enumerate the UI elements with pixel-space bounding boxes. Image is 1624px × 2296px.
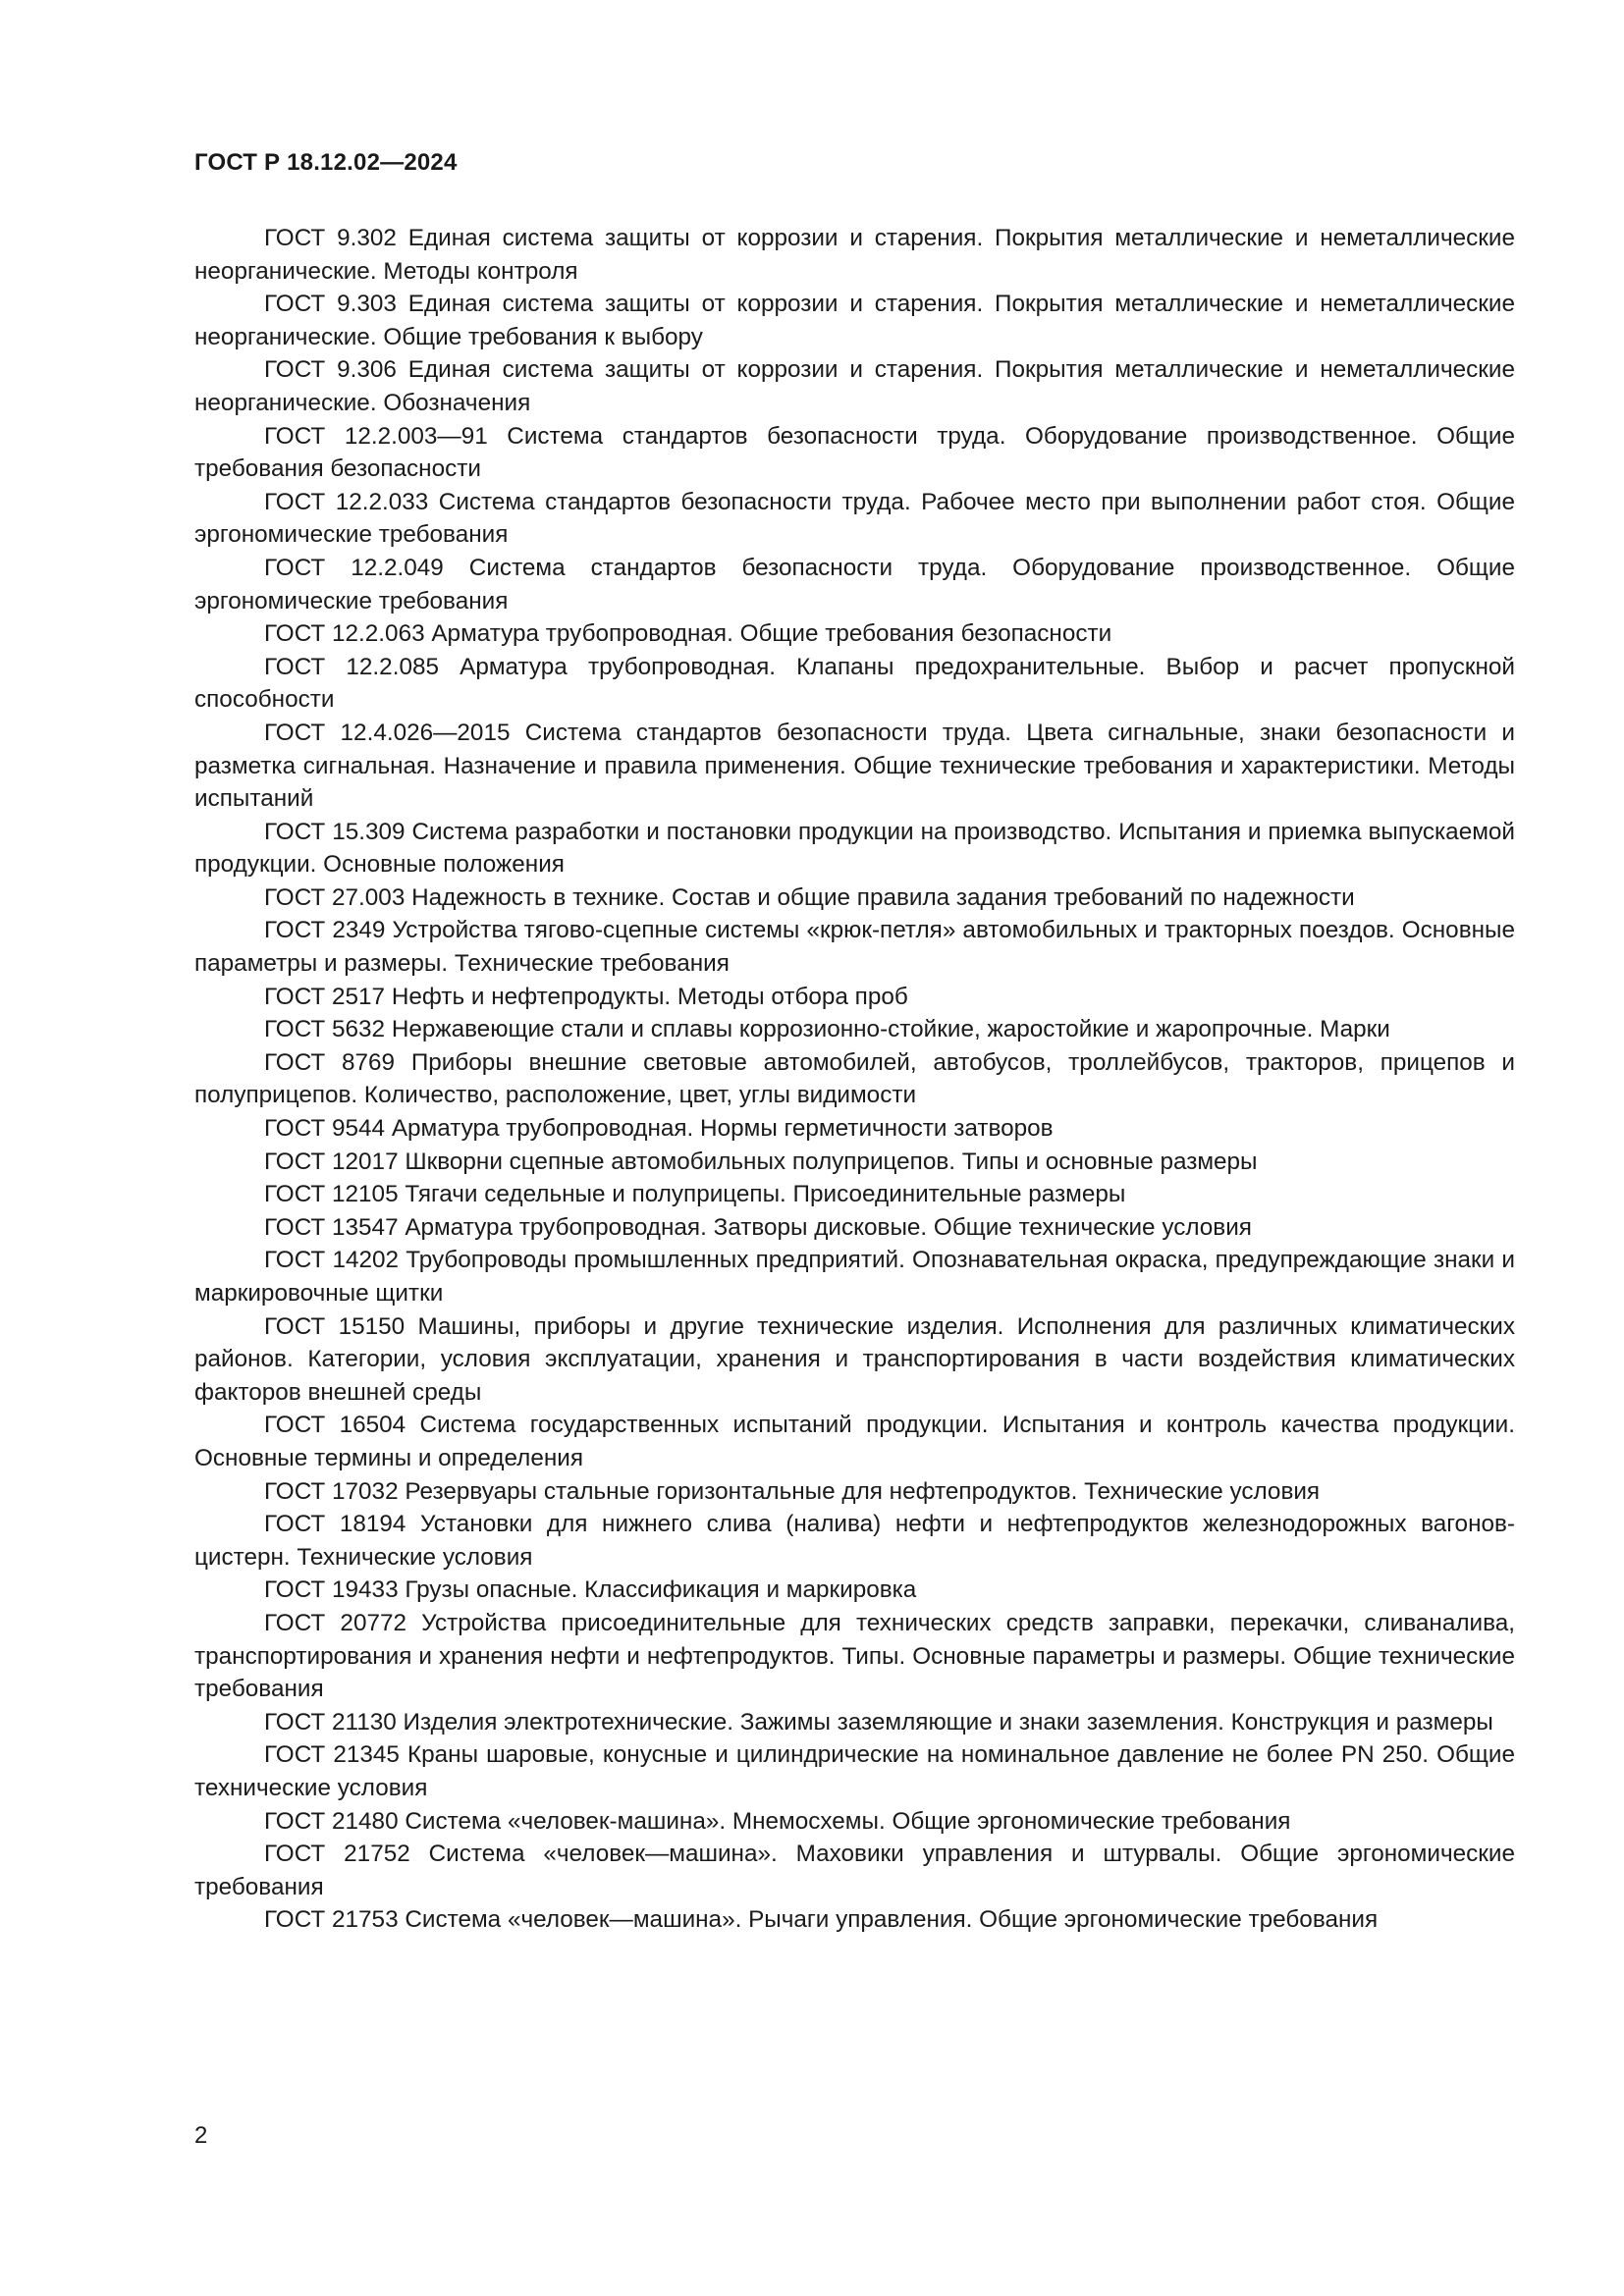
reference-item: ГОСТ 8769 Приборы внешние световые автомобилей, автобусов, троллейбусов, тракторов, прицепов и полуприцепов. Количество, расположение, цвет, углы видимости — [194, 1048, 1515, 1109]
reference-item: ГОСТ 21130 Изделия электротехнические. Зажимы заземляющие и знаки заземления. Конструкция и размеры — [264, 1708, 1493, 1735]
reference-item: ГОСТ 12.2.085 Арматура трубопроводная. Клапаны предохранительные. Выбор и расчет пропускной способности — [194, 653, 1515, 714]
document-code-header: ГОСТ Р 18.12.02—2024 — [194, 149, 458, 176]
reference-item: ГОСТ 12.4.026—2015 Система стандартов безопасности труда. Цвета сигнальные, знаки безопасности и разметка сигнальная. Назначение и правила применения. Общие технические требования и характеристики. Методы испытаний — [194, 719, 1515, 813]
page-number: 2 — [194, 2122, 208, 2149]
reference-item: ГОСТ 13547 Арматура трубопроводная. Затворы дисковые. Общие технические условия — [264, 1213, 1252, 1241]
reference-item: ГОСТ 19433 Грузы опасные. Классификация и маркировка — [264, 1576, 917, 1604]
reference-item: ГОСТ 9.303 Единая система защиты от коррозии и старения. Покрытия металлические и неметаллические неорганические. Общие требования к выбору — [194, 291, 1515, 350]
reference-item: ГОСТ 21480 Система «человек-машина». Мнемосхемы. Общие эргономические требования — [264, 1807, 1291, 1835]
normative-references-list — [194, 222, 1515, 1937]
reference-item: ГОСТ 17032 Резервуары стальные горизонтальные для нефтепродуктов. Технические условия — [264, 1477, 1321, 1505]
reference-item: ГОСТ 12.2.063 Арматура трубопроводная. Общие требования безопасности — [264, 620, 1112, 648]
reference-item: ГОСТ 20772 Устройства присоединительные для технических средств заправки, перекачки, сливаналива, транспортирования и хранения нефти и нефтепродуктов. Типы. Основные параметры и размеры. Общие технические требования — [194, 1609, 1515, 1703]
reference-item: ГОСТ 5632 Нержавеющие стали и сплавы коррозионно-стойкие, жаростойкие и жаропрочные. Марки — [264, 1016, 1390, 1043]
reference-item: ГОСТ 9544 Арматура трубопроводная. Нормы герметичности затворов — [264, 1115, 1054, 1143]
reference-item: ГОСТ 16504 Система государственных испытаний продукции. Испытания и контроль качества продукции. Основные термины и определения — [194, 1412, 1515, 1471]
reference-item: ГОСТ 12.2.033 Система стандартов безопасности труда. Рабочее место при выполнении работ стоя. Общие эргономические требования — [194, 488, 1515, 549]
reference-item: ГОСТ 12.2.003—91 Система стандартов безопасности труда. Оборудование производственное. Общие требования безопасности — [194, 422, 1515, 483]
reference-item: ГОСТ 12017 Шкворни сцепные автомобильных полуприцепов. Типы и основные размеры — [264, 1148, 1258, 1175]
reference-item: ГОСТ 21752 Система «человек—машина». Маховики управления и штурвалы. Общие эргономические требования — [194, 1841, 1515, 1900]
reference-item: ГОСТ 2517 Нефть и нефтепродукты. Методы отбора проб — [264, 983, 908, 1010]
reference-item: ГОСТ 18194 Установки для нижнего слива (налива) нефти и нефтепродуктов железнодорожных вагонов-цистерн. Технические условия — [194, 1511, 1515, 1571]
reference-item: ГОСТ 2349 Устройства тягово-сцепные системы «крюк-петля» автомобильных и тракторных поездов. Основные параметры и размеры. Технические требования — [194, 917, 1515, 978]
reference-item: ГОСТ 9.302 Единая система защиты от коррозии и старения. Покрытия металлические и неметаллические неорганические. Методы контроля — [194, 225, 1515, 285]
reference-item: ГОСТ 27.003 Надежность в технике. Состав и общие правила задания требований по надежности — [264, 883, 1355, 911]
reference-item: ГОСТ 12105 Тягачи седельные и полуприцепы. Присоединительные размеры — [264, 1181, 1126, 1208]
reference-item: ГОСТ 15.309 Система разработки и постановки продукции на производство. Испытания и приемка выпускаемой продукции. Основные положения — [194, 818, 1515, 879]
reference-item: ГОСТ 12.2.049 Система стандартов безопасности труда. Оборудование производственное. Общие эргономические требования — [194, 554, 1515, 614]
reference-item: ГОСТ 15150 Машины, приборы и другие технические изделия. Исполнения для различных климатических районов. Категории, условия эксплуатации, хранения и транспортирования в части воздействия климатических факторов внешней среды — [194, 1312, 1515, 1406]
reference-item: ГОСТ 14202 Трубопроводы промышленных предприятий. Опознавательная окраска, предупреждающие знаки и маркировочные щитки — [194, 1247, 1515, 1307]
reference-item: ГОСТ 21345 Краны шаровые, конусные и цилиндрические на номинальное давление не более PN 250. Общие технические условия — [194, 1741, 1515, 1801]
reference-item: ГОСТ 21753 Система «человек—машина». Рычаги управления. Общие эргономические требования — [264, 1906, 1379, 1934]
reference-item: ГОСТ 9.306 Единая система защиты от коррозии и старения. Покрытия металлические и неметаллические неорганические. Обозначения — [194, 356, 1515, 416]
